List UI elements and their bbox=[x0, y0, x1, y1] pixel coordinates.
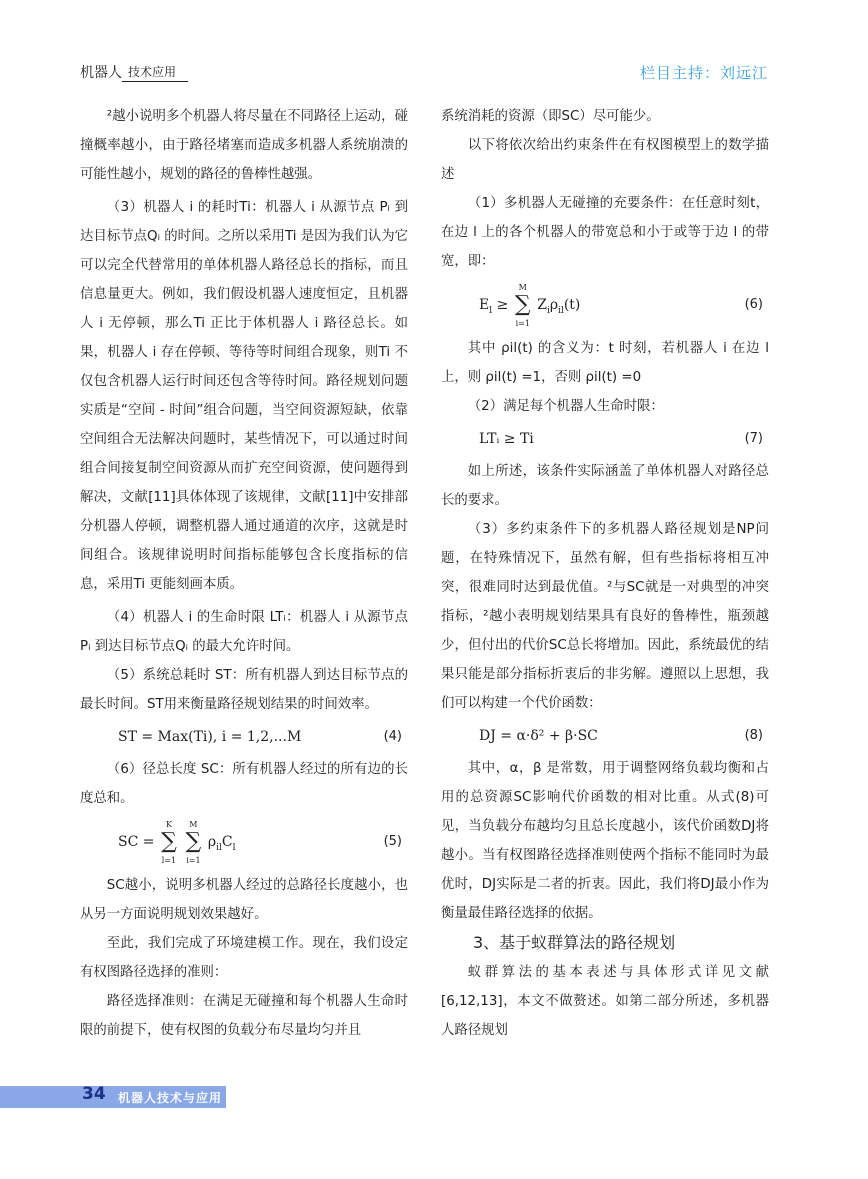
equation-7 bbox=[441, 421, 769, 457]
paragraph: 以下将依次给出约束条件在有权图模型上的数学描述 bbox=[441, 138, 769, 182]
equation-number: (5) bbox=[383, 834, 402, 849]
paragraph: （5）系统总耗时 ST：所有机器人到达目标节点的最长时间。ST用来衡量路径规划结果的时间效率。 bbox=[80, 668, 408, 712]
paragraph: 其中 ρil(t) 的含义为：t 时刻，若机器人 i 在边 l 上，则 ρil(t) =1，否则 ρil(t) =0 bbox=[441, 341, 769, 385]
equation-expression: LTᵢ ≥ Ti bbox=[479, 431, 534, 447]
sum-symbol: ∑ M i=1 bbox=[185, 820, 202, 865]
paragraph: 其中，α，β 是常数，用于调整网络负载均衡和占用的总资源SC影响代价函数的相对比重。从式(8)可见，当负载分布越均匀且总长度越小，该代价函数DJ将越小。当有权图路径选择准则使两个指标不能同时为最优时，DJ实际是二者的折衷。因此，我们将DJ最小作为衡量最佳路径选择的依据。 bbox=[441, 761, 769, 921]
equation-4 bbox=[80, 719, 408, 755]
paragraph: （3）机器人 i 的耗时Ti：机器人 i 从源节点 Pᵢ 到达目标节点Qᵢ 的时间。之所以采用Ti 是因为我们认为它可以完全代替常用的单体机器人路径总长的指标，而且信息量更大。例如，我们假设机器人速度恒定，且机器人 i 无停顿，那么Ti 正比于体机器人 i 路径总长。如果，机器人 i 存在停顿、等待等时间组合现象，则Ti 不仅包含机器人运行时间还包含等待时间。路径规划问题实质是“空间 - 时间”组合问题，当空间资源短缺，依靠空间组合无法解决问题时，某些情况下，可以通过时间组合间接复制空间资源从而扩充空间资源，使问题得到解决，文献[11]具体体现了该规律，文献[11]中安排部分机器人停顿，调整机器人通过通道的次序，这就是时间组合。该规律说明时间指标能够包含长度指标的信息，采用Ti 更能刻画本质。 bbox=[80, 200, 408, 592]
section-name: 技术应用 bbox=[122, 63, 188, 82]
journal-name: 机器人技术与应用 bbox=[118, 1091, 223, 1105]
left-column bbox=[80, 102, 408, 1045]
paragraph: 蚁群算法的基本表述与具体形式详见文献[6,12,13]，本文不做赘述。如第二部分所述，多机器人路径规划 bbox=[441, 965, 769, 1038]
equation-expression: ST = Max(Ti), i = 1,2,...M bbox=[118, 729, 302, 745]
sum-symbol: ∑ M i=1 bbox=[514, 283, 531, 328]
paragraph: ²越小说明多个机器人将尽量在不同路径上运动，碰撞概率越小，由于路径堵塞而造成多机器人系统崩溃的可能性越小，规划的路径的鲁棒性越强。 bbox=[80, 109, 408, 182]
equation-number: (8) bbox=[744, 728, 763, 743]
running-header-left bbox=[80, 62, 188, 82]
paragraph: （2）满足每个机器人生命时限： bbox=[467, 399, 664, 414]
paragraph: 至此，我们完成了环境建模工作。现在，我们设定有权图路径选择的准则： bbox=[80, 936, 408, 980]
equation-lhs: SC = bbox=[118, 834, 155, 850]
column-editor: 栏目主持：刘远江 bbox=[639, 64, 768, 82]
paragraph: （1）多机器人无碰撞的充要条件：在任意时刻t，在边 l 上的各个机器人的带宽总和小于或等于边 l 的带宽，即： bbox=[441, 196, 769, 269]
equation-number: (6) bbox=[744, 297, 763, 312]
right-column bbox=[441, 102, 769, 1045]
equation-8 bbox=[441, 718, 769, 754]
section-heading: 3、基于蚁群算法的路径规划 bbox=[473, 933, 676, 952]
equation-5: SC = ∑ K l=1 ∑ M i=1 $\rho_{il}C_l$ (5) bbox=[80, 813, 408, 871]
page-number: 34 bbox=[82, 1084, 106, 1104]
paragraph: 如上所述，该条件实际涵盖了单体机器人对路径总长的要求。 bbox=[441, 464, 769, 508]
paragraph: SC越小，说明多机器人经过的总路径长度越小，也从另一方面说明规划效果越好。 bbox=[80, 878, 408, 922]
paragraph: 路径选择准则：在满足无碰撞和每个机器人生命时限的前提下，使有权图的负载分布尽量均匀并且 bbox=[80, 994, 408, 1038]
paragraph: （6）径总长度 SC：所有机器人经过的所有边的长度总和。 bbox=[80, 762, 408, 806]
paragraph: （3）多约束条件下的多机器人路径规划是NP问题，在特殊情况下，虽然有解，但有些指标将相互冲突，很难同时达到最优值。²与SC就是一对典型的冲突指标，²越小表明规划结果具有良好的鲁棒性，瓶颈越少，但付出的代价SC总长将增加。因此，系统最优的结果只能是部分指标折衷后的非劣解。遵照以上思想，我们可以构建一个代价函数： bbox=[441, 522, 769, 711]
paragraph: 系统消耗的资源（即SC）尽可能少。 bbox=[441, 109, 660, 124]
equation-6: $E_l$ ≥ ∑ M i=1 $Z_i\rho_{il}(t)$ (6) bbox=[441, 276, 769, 334]
paragraph: （4）机器人 i 的生命时限 LTᵢ：机器人 i 从源节点Pᵢ 到达目标节点Qᵢ 的最大允许时间。 bbox=[80, 610, 408, 654]
equation-expression: DJ = α·δ² + β·SC bbox=[479, 728, 598, 744]
equation-number: (7) bbox=[744, 431, 763, 446]
magazine-name: 机器人 bbox=[80, 65, 122, 81]
sum-symbol: ∑ K l=1 bbox=[161, 820, 177, 865]
equation-number: (4) bbox=[383, 729, 402, 744]
